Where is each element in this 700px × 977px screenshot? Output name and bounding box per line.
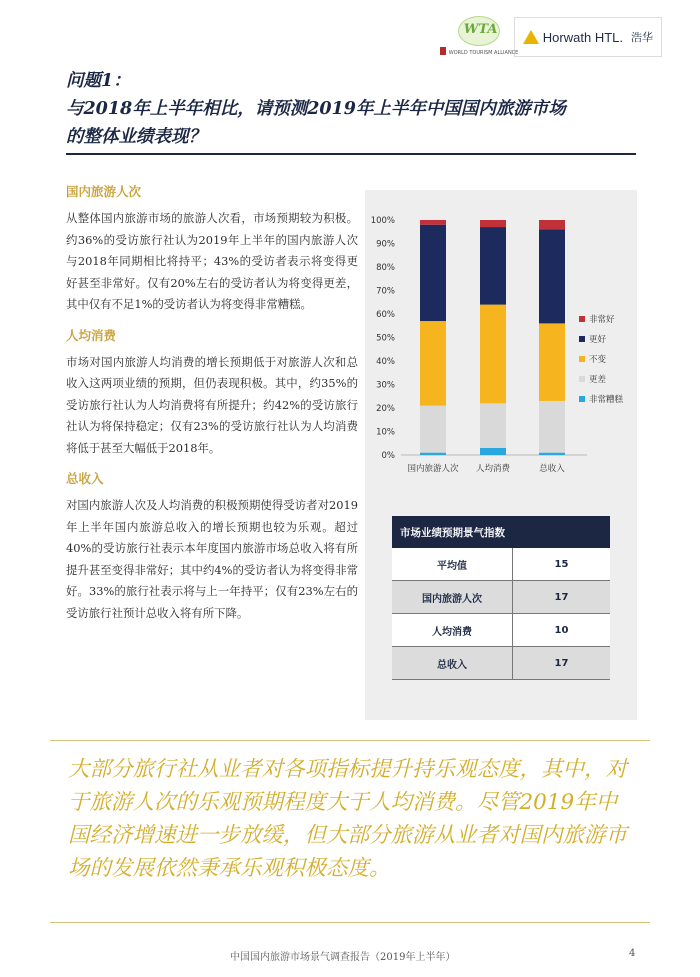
page-number: 4 xyxy=(629,948,636,959)
summary-bottom-rule xyxy=(50,922,650,923)
bar-segment xyxy=(420,225,446,321)
legend-label: 不变 xyxy=(589,355,607,365)
bar-segment xyxy=(539,453,565,455)
legend-swatch xyxy=(579,356,585,362)
table-row xyxy=(392,581,610,614)
y-tick-label: 80% xyxy=(376,263,395,273)
y-tick-label: 50% xyxy=(376,333,395,344)
bar-segment xyxy=(539,229,565,323)
summary-top-rule xyxy=(50,740,650,741)
y-tick-label: 90% xyxy=(376,239,395,250)
y-tick-label: 0% xyxy=(381,451,395,461)
table-row-label: 总收入 xyxy=(392,647,513,680)
index-table xyxy=(392,516,610,680)
bar-segment xyxy=(480,448,506,455)
section-text-visitors: 从整体国内旅游市场的旅游人次看，市场预期较为积极。约36%的受访旅行社认为2019年上半年的国内旅游人次与2018年同期相比将持平；43%的受访者表示将变得更好甚至非常好。仅有20%左右的受访者认为将变得更差，其中仅有不足1%的受访者认为将变得非常糟糕。 xyxy=(66,211,358,311)
summary-quote: 大部分旅行社从业者对各项指标提升持乐观态度，其中，对于旅游人次的乐观预期程度大于人均消费。尽管2019年中国经济增速进一步放缓，但大部分旅游从业者对国内旅游市场的发展依然秉承乐观积极态度。 xyxy=(68,757,628,881)
table-row xyxy=(392,647,610,680)
legend-swatch xyxy=(579,396,585,402)
legend-swatch xyxy=(579,376,585,382)
legend-label: 非常好 xyxy=(589,315,615,325)
wta-caption: WORLD TOURISM ALLIANCE xyxy=(448,50,519,56)
section-heading-revenue: 总收入 xyxy=(66,471,104,486)
index-table-title: 市场业绩预期景气指数 xyxy=(392,516,610,548)
bar-segment xyxy=(539,220,565,229)
bar-segment xyxy=(420,220,446,225)
bar-segment xyxy=(539,323,565,401)
bar-segment xyxy=(480,305,506,404)
section-text-spending: 市场对国内旅游人均消费的增长预期低于对旅游人次和总收入这两项业绩的预期，但仍表现积极。其中，约35%的受访旅行社认为人均消费将有所提升；约42%的受访旅行社认为将保持稳定；仅有23%的受访旅行社认为人均消费将低于甚至大幅低于2018年。 xyxy=(66,354,358,455)
table-row-value: 15 xyxy=(513,548,611,581)
horwath-triangle-icon xyxy=(523,30,539,44)
footer-title: 中国国内旅游市场景气调查报告（2019年上半年） xyxy=(230,952,456,963)
y-tick-label: 60% xyxy=(376,310,395,320)
question-line-2: 与2018年上半年相比，请预测2019年上半年中国国内旅游市场 xyxy=(66,99,566,119)
legend-label: 更差 xyxy=(589,375,607,385)
horwath-logo xyxy=(514,17,662,57)
question-line-3: 的整体业绩表现？ xyxy=(66,127,206,147)
bar-segment xyxy=(480,227,506,305)
legend-swatch xyxy=(579,316,585,322)
wta-logo-text: WTA xyxy=(463,22,498,37)
table-row-label: 平均值 xyxy=(392,548,513,581)
y-tick-label: 20% xyxy=(376,404,395,414)
section-heading-spending: 人均消费 xyxy=(66,327,117,343)
analysis-column xyxy=(66,182,358,634)
section-heading-visitors: 国内旅游人次 xyxy=(66,184,142,199)
y-tick-label: 30% xyxy=(376,380,395,391)
y-tick-label: 40% xyxy=(376,357,395,367)
question-title xyxy=(66,67,646,151)
y-tick-label: 70% xyxy=(376,286,395,297)
y-tick-label: 10% xyxy=(376,427,395,438)
table-row-value: 17 xyxy=(513,647,611,680)
question-line-1: 问题1： xyxy=(66,71,131,91)
table-row-value: 17 xyxy=(513,581,611,614)
legend-swatch xyxy=(579,336,585,342)
bar-segment xyxy=(420,406,446,453)
horwath-cn-name: 浩华 xyxy=(631,31,653,44)
bar-segment xyxy=(480,403,506,448)
section-text-revenue: 对国内旅游人次及人均消费的积极预期使得受访者对2019年上半年国内旅游总收入的增长预期也较为乐观。超过40%的受访旅行社表示本年度国内旅游市场总收入将有所提升甚至变得非常好；其中约4%的受访者认为将变得非常好。33%的旅行社表示将与上一年持平；仅有23%左右的受访旅行社预计总收入将有所下降。 xyxy=(66,498,358,620)
table-row xyxy=(392,548,610,581)
table-row-value: 10 xyxy=(513,614,611,647)
table-row-label: 人均消费 xyxy=(392,614,513,647)
stacked-bar-chart xyxy=(365,190,637,490)
legend-label: 非常糟糕 xyxy=(589,395,624,405)
x-tick-label: 总收入 xyxy=(539,464,565,474)
bar-segment xyxy=(480,220,506,227)
bar-segment xyxy=(539,401,565,453)
title-divider xyxy=(66,153,636,155)
wta-mark-icon xyxy=(440,47,446,55)
x-tick-label: 人均消费 xyxy=(475,464,511,474)
wta-logo xyxy=(440,14,519,60)
header-logos xyxy=(440,14,662,60)
x-tick-label: 国内旅游人次 xyxy=(407,464,459,474)
bar-segment xyxy=(420,453,446,455)
horwath-name: Horwath HTL. xyxy=(542,29,623,45)
table-row xyxy=(392,614,610,647)
y-tick-label: 100% xyxy=(370,216,395,226)
bar-segment xyxy=(420,321,446,406)
legend-label: 更好 xyxy=(589,335,607,345)
table-row-label: 国内旅游人次 xyxy=(392,581,513,614)
